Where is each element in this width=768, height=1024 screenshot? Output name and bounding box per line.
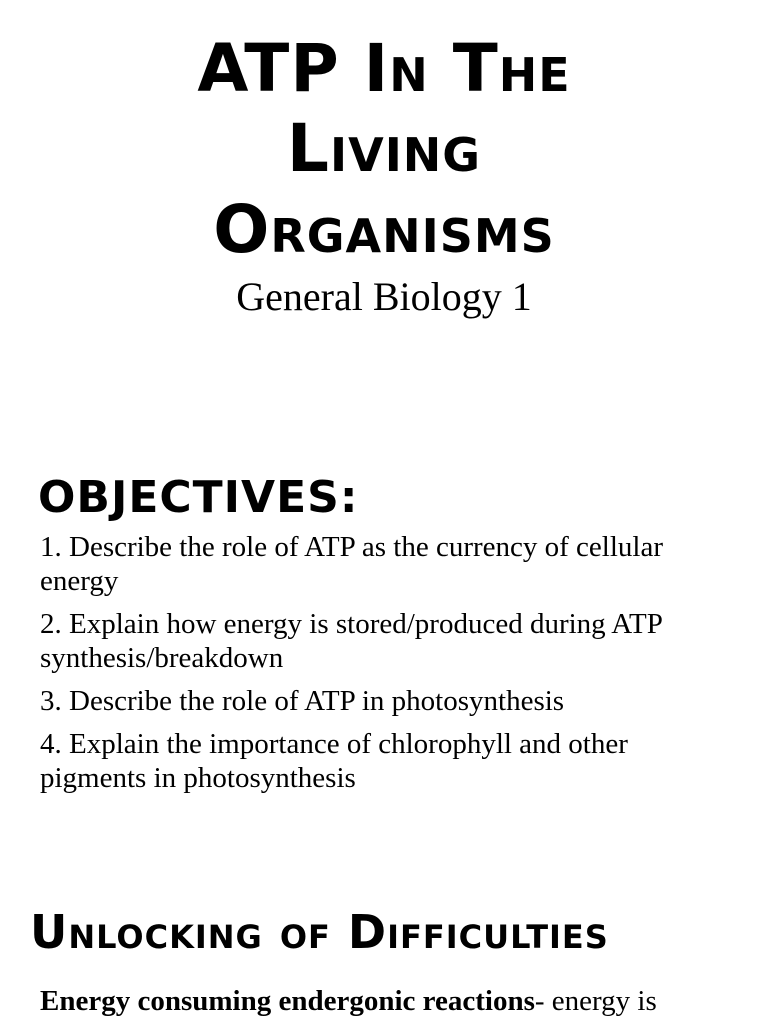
objective-item: 3. Describe the role of ATP in photosynthesis xyxy=(40,685,565,717)
objective-item: 4. Explain the importance of chlorophyll and other pigments in photosynthesis xyxy=(40,728,628,794)
objective-item: 2. Explain how energy is stored/produced during ATP synthesis/breakdown xyxy=(40,608,662,674)
title-line-2: Living xyxy=(286,110,482,187)
definition-paragraph xyxy=(40,984,740,1018)
objective-item: 1. Describe the role of ATP as the currency of cellular energy xyxy=(40,531,663,597)
definition-text: - energy is xyxy=(534,985,657,1017)
unlocking-difficulties-heading: Unlocking of Difficulties xyxy=(30,905,609,959)
definition-term: Energy consuming endergonic reactions xyxy=(40,985,535,1017)
objectives-list xyxy=(40,530,740,804)
objectives-heading: OBJECTIVES: xyxy=(38,472,359,523)
title-line-1: ATP In The xyxy=(197,30,571,107)
title-line-3: Organisms xyxy=(213,191,555,268)
subtitle: General Biology 1 xyxy=(236,274,532,319)
